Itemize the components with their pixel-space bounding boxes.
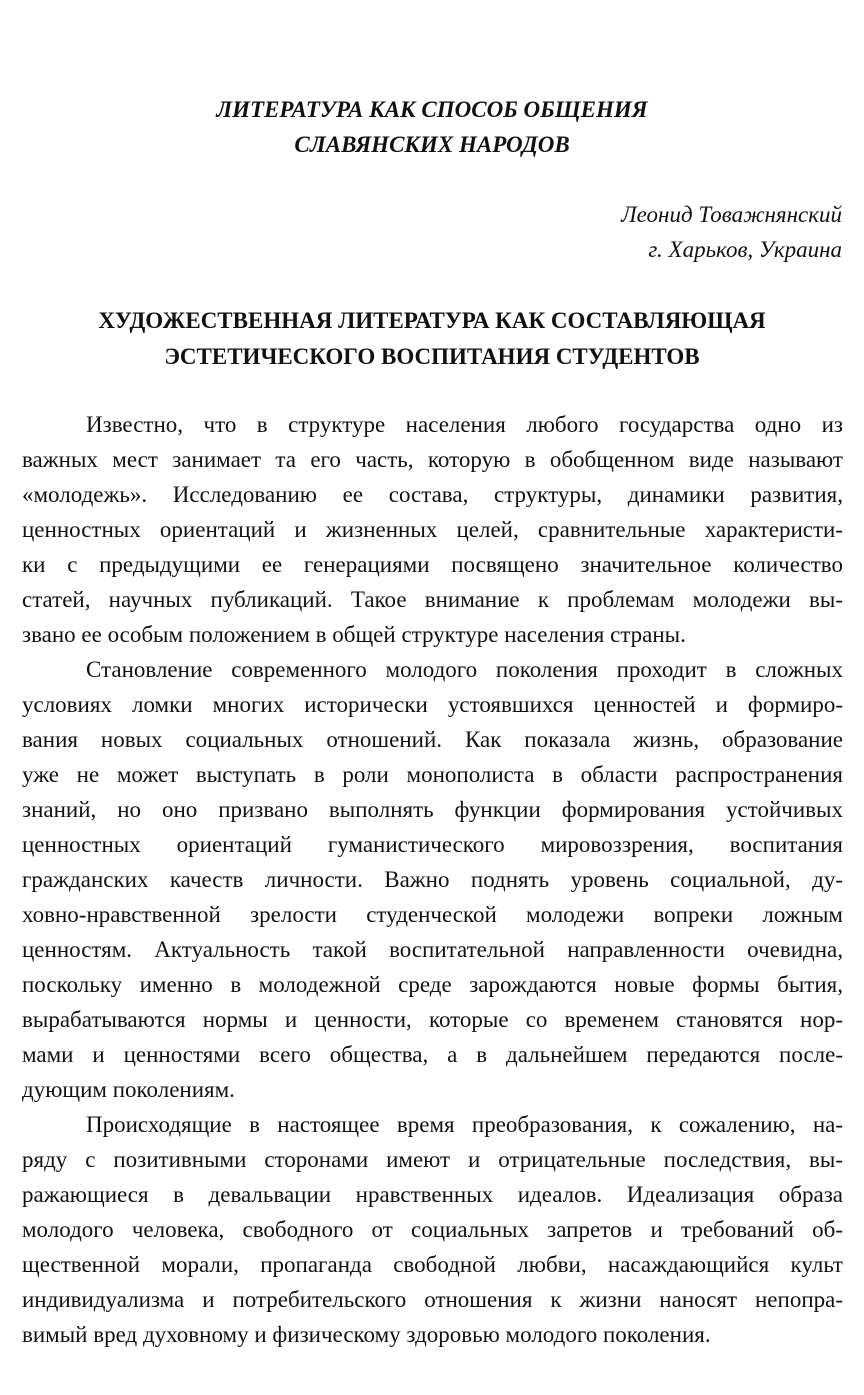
text-line: уже не может выступать в роли монополиста в области распространения [22, 762, 843, 787]
text-line: Происходящие в настоящее время преобразования, к сожалению, на- [86, 1112, 843, 1137]
paragraph-2 [22, 652, 843, 1107]
text-line: мами и ценностями всего общества, а в дальнейшем передаются после- [22, 1042, 843, 1067]
article-title-line-1: ХУДОЖЕСТВЕННАЯ ЛИТЕРАТУРА КАК СОСТАВЛЯЮЩАЯ [98, 308, 766, 333]
text-line: дующим поколениям. [22, 1077, 235, 1102]
text-line: Становление современного молодого поколения проходит в сложных [86, 657, 843, 682]
article-title [0, 303, 864, 375]
author-location: г. Харьков, Украина [648, 237, 842, 262]
article-title-line-2: ЭСТЕТИЧЕСКОГО ВОСПИТАНИЯ СТУДЕНТОВ [164, 344, 700, 369]
text-line: «молодежь». Исследованию ее состава, структуры, динамики развития, [22, 482, 843, 507]
text-line: молодого человека, свободного от социальных запретов и требований об- [22, 1217, 843, 1242]
text-line: ряду с позитивными сторонами имеют и отрицательные последствия, вы- [22, 1147, 843, 1172]
text-line: гражданских качеств личности. Важно поднять уровень социальной, ду- [22, 867, 843, 892]
text-line: условиях ломки многих исторически устоявшихся ценностей и формиро- [22, 692, 843, 717]
text-line: важных мест занимает та его часть, которую в обобщенном виде называют [22, 447, 843, 472]
text-line: щественной морали, пропаганда свободной любви, насаждающийся культ [22, 1252, 843, 1277]
text-line: знаний, но оно призвано выполнять функции формирования устойчивых [22, 797, 843, 822]
text-line: поскольку именно в молодежной среде зарождаются новые формы бытия, [22, 972, 843, 997]
section-heading [0, 92, 864, 162]
text-line: Известно, что в структуре населения любого государства одно из [86, 412, 843, 437]
text-line: ценностям. Актуальность такой воспитательной направленности очевидна, [22, 937, 843, 962]
byline [621, 197, 842, 267]
author-name: Леонид Товажнянский [621, 202, 842, 227]
section-heading-line-1: ЛИТЕРАТУРА КАК СПОСОБ ОБЩЕНИЯ [216, 97, 648, 122]
text-line: статей, научных публикаций. Такое внимание к проблемам молодежи вы- [22, 587, 843, 612]
text-line: ценностных ориентаций и жизненных целей, сравнительные характеристи- [22, 517, 843, 542]
paragraph-3 [22, 1107, 843, 1352]
text-line: вырабатываются нормы и ценности, которые со временем становятся нор- [22, 1007, 843, 1032]
text-line: ценностных ориентаций гуманистического мировоззрения, воспитания [22, 832, 843, 857]
text-line: индивидуализма и потребительского отношения к жизни наносят непопра- [22, 1287, 843, 1312]
text-line: ховно-нравственной зрелости студенческой молодежи вопреки ложным [22, 902, 843, 927]
text-line: ки с предыдущими ее генерациями посвящено значительное количество [22, 552, 843, 577]
text-line: вимый вред духовному и физическому здоровью молодого поколения. [22, 1322, 711, 1347]
paragraph-1 [22, 407, 843, 652]
section-heading-line-2: СЛАВЯНСКИХ НАРОДОВ [294, 132, 570, 157]
text-line: звано ее особым положением в общей структуре населения страны. [22, 622, 686, 647]
text-line: ражающиеся в девальвации нравственных идеалов. Идеализация образа [22, 1182, 843, 1207]
article-body [22, 407, 843, 1352]
text-line: вания новых социальных отношений. Как показала жизнь, образование [22, 727, 843, 752]
